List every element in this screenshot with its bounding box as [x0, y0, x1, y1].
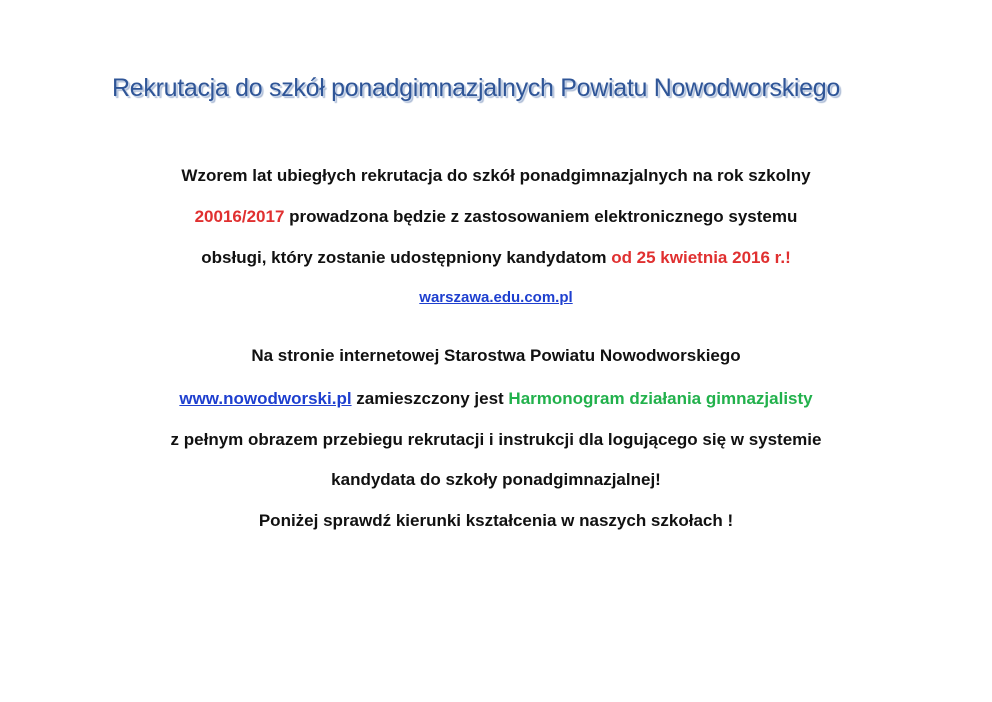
- paragraph2-line2: [0, 389, 992, 409]
- paragraph2-line1-text: Na stronie internetowej Starostwa Powiatu Nowodworskiego: [251, 346, 741, 365]
- paragraph2-line4-text: kandydata do szkoły ponadgimnazjalnej!: [331, 470, 661, 489]
- link1-line: [0, 289, 992, 306]
- paragraph1-line2-text: prowadzona będzie z zastosowaniem elektronicznego systemu: [284, 207, 798, 226]
- school-year-highlight: 20016/2017: [194, 207, 285, 226]
- paragraph2-line5: [0, 511, 992, 531]
- paragraph2-line4: [0, 470, 992, 490]
- date-highlight-exclamation: !: [785, 248, 791, 267]
- paragraph2-line5-text: Poniżej sprawdź kierunki kształcenia w naszych szkołach !: [258, 511, 734, 530]
- nowodworski-link[interactable]: www.nowodworski.pl: [179, 389, 352, 408]
- date-highlight: od 25 kwietnia 2016 r.: [611, 248, 786, 267]
- paragraph2-line3: [0, 430, 992, 450]
- schedule-highlight: Harmonogram działania gimnazjalisty: [508, 389, 813, 408]
- paragraph1-line1: [0, 166, 992, 186]
- page-title: Rekrutacja do szkół ponadgimnazjalnych Powiatu Nowodworskiego: [112, 74, 840, 102]
- paragraph1-line2: [0, 207, 992, 227]
- paragraph1-line1-text: Wzorem lat ubiegłych rekrutacja do szkół ponadgimnazjalnych na rok szkolny: [181, 166, 811, 185]
- warszawa-edu-link[interactable]: warszawa.edu.com.pl: [419, 289, 573, 306]
- paragraph2-line3-text: z pełnym obrazem przebiegu rekrutacji i instrukcji dla logującego się w systemie: [170, 430, 822, 449]
- paragraph1-line3: [0, 248, 992, 268]
- paragraph1-line3-text: obsługi, który zostanie udostępniony kandydatom: [201, 248, 612, 267]
- paragraph2-line1: [0, 346, 992, 366]
- paragraph2-line2-text: zamieszczony jest: [351, 389, 509, 408]
